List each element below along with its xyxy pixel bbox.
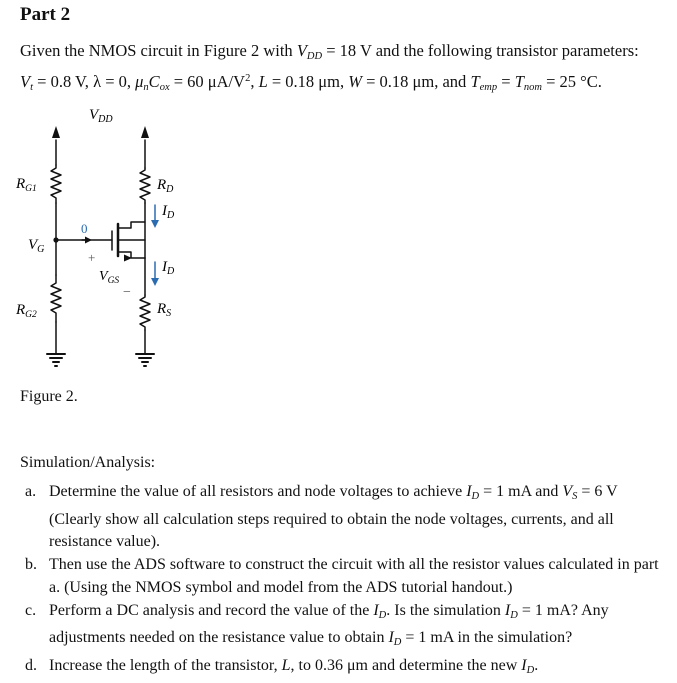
vdd-node-label: $V_{DD}$ xyxy=(89,107,113,125)
gate-current-label: 0 xyxy=(81,221,88,236)
question-d-text-3: . xyxy=(534,656,539,674)
vg-label: $V_G$ xyxy=(28,237,45,255)
rg2-resistor xyxy=(51,275,61,322)
cox-tail: , xyxy=(250,72,255,91)
w-value: = 0.18 μm, and xyxy=(366,72,467,91)
vt-value: = 0.8 V, xyxy=(37,72,89,91)
question-d-text-1: Increase the length of the transistor, xyxy=(49,656,278,674)
id-drain-arrowhead xyxy=(151,220,159,228)
left-vdd-arrow xyxy=(52,126,60,138)
gate-current-arrowhead xyxy=(85,237,92,244)
question-a xyxy=(20,481,668,554)
l-symbol: L xyxy=(281,656,291,674)
id-symbol: I xyxy=(521,656,527,674)
tnom-value: = 25 °C. xyxy=(546,72,602,91)
id-source-arrowhead xyxy=(151,278,159,286)
question-d-label: d. xyxy=(25,656,37,674)
vgs-plus-sign: + xyxy=(88,250,96,265)
w-symbol: W xyxy=(348,72,362,91)
question-b-label: b. xyxy=(25,556,37,574)
vdd-subscript: DD xyxy=(306,51,323,62)
rd-resistor xyxy=(140,168,150,203)
question-c-text-3: = 1 mA? Any adjustments needed on the resistance value to obtain xyxy=(49,601,609,647)
rd-label: $R_D$ xyxy=(157,177,174,195)
vt-symbol: V xyxy=(20,72,31,91)
id-subscript: D xyxy=(393,637,402,649)
cox-exponent: 2 xyxy=(245,73,251,84)
question-a-label: a. xyxy=(25,483,37,500)
id-source-label: $I_D$ xyxy=(162,259,175,277)
mu-symbol: μ xyxy=(135,72,144,91)
right-ground-icon xyxy=(136,354,154,366)
vgs-label: $V_{GS}$ xyxy=(99,269,120,286)
id-subscript: D xyxy=(378,609,387,621)
id-subscript: D xyxy=(510,609,518,621)
id-subscript: D xyxy=(526,664,535,676)
lambda-value: λ = 0, xyxy=(93,72,131,91)
vg-node xyxy=(53,237,58,242)
figure-caption: Figure 2. xyxy=(20,388,78,405)
cox-symbol: C xyxy=(148,72,160,91)
rg2-label: $R_{G2}$ xyxy=(16,302,37,320)
source-wire xyxy=(118,252,145,258)
id-symbol: I xyxy=(373,601,379,619)
question-a-text-2: = 1 mA and xyxy=(483,483,559,500)
temp-symbol: T xyxy=(470,72,480,91)
left-ground-icon xyxy=(47,354,65,366)
mu-subscript: n xyxy=(143,82,149,93)
temp-subscript: emp xyxy=(479,82,498,93)
question-c-text-4: = 1 mA in the simulation? xyxy=(405,629,573,647)
question-b-text: Then use the ADS software to construct the circuit with all the resistor values calculated in part a. (Using the NMOS symbol and model from the ADS tutorial handout.) xyxy=(49,556,659,596)
section-title: Simulation/Analysis: xyxy=(20,454,156,471)
id-drain-label: $I_D$ xyxy=(162,203,175,221)
question-c-text-1: Perform a DC analysis and record the value of the xyxy=(49,601,370,619)
question-a-text-1: Determine the value of all resistors and node voltages to achieve xyxy=(49,483,463,500)
vdd-value: = 18 V and the following transistor parameters: xyxy=(326,41,639,60)
part-title: Part 2 xyxy=(20,4,71,25)
id-symbol: I xyxy=(504,601,511,619)
l-value: = 0.18 μm, xyxy=(271,72,345,91)
right-vdd-arrow xyxy=(141,126,149,138)
id-symbol: I xyxy=(466,483,472,500)
vgs-minus-sign: − xyxy=(123,285,131,300)
vdd-symbol: V xyxy=(296,41,307,60)
vt-subscript: t xyxy=(30,82,34,93)
vs-subscript: S xyxy=(572,491,578,502)
rs-resistor xyxy=(140,295,150,330)
vs-symbol: V xyxy=(562,483,573,500)
l-symbol: L xyxy=(258,72,268,91)
question-b xyxy=(20,554,668,599)
cox-value: = 60 μA/V xyxy=(173,72,246,91)
question-a-text-3: = 6 V (Clearly show all calculation steps required to obtain the node voltages, currents, and all resistance value). xyxy=(49,483,618,551)
question-c xyxy=(20,600,668,655)
drain-wire xyxy=(118,222,145,228)
tnom-subscript: nom xyxy=(523,82,542,93)
rg1-resistor xyxy=(51,165,61,203)
rs-label: $R_S$ xyxy=(157,301,172,319)
cox-subscript: ox xyxy=(159,82,170,93)
equals-sign: = xyxy=(501,72,511,91)
question-d xyxy=(20,655,668,683)
question-c-text-2: . Is the simulation xyxy=(386,601,501,619)
question-d-text-2: , to 0.36 μm and determine the new xyxy=(290,656,518,674)
id-symbol: I xyxy=(388,629,394,647)
tnom-symbol: T xyxy=(514,72,524,91)
given-text: Given the NMOS circuit in Figure 2 with xyxy=(20,41,293,60)
question-list xyxy=(20,481,668,683)
question-c-label: c. xyxy=(25,601,37,619)
id-subscript: D xyxy=(471,491,480,502)
rg1-label: $R_{G1}$ xyxy=(16,176,37,194)
